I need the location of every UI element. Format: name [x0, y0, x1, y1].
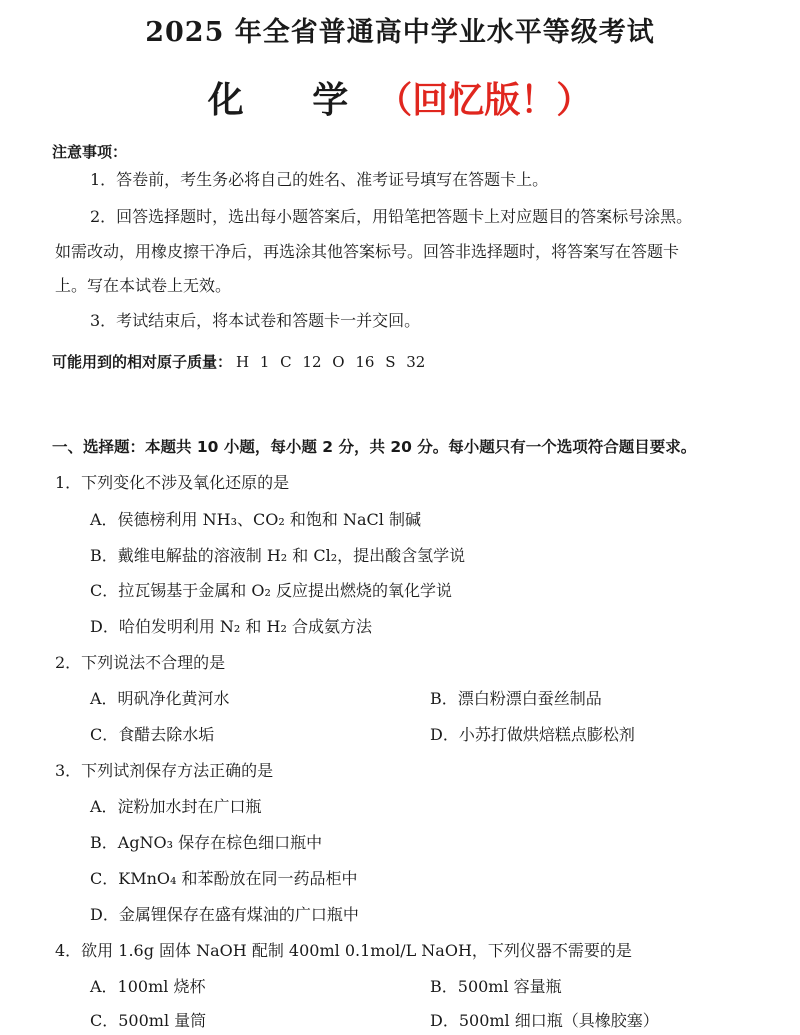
question-4-option-a: A．100ml 烧杯 — [90, 977, 206, 996]
question-3-stem: 3．下列试剂保存方法正确的是 — [55, 761, 274, 780]
question-2-option-a: A．明矾净化黄河水 — [90, 689, 230, 708]
question-2-stem: 2．下列说法不合理的是 — [55, 653, 226, 672]
question-1-stem: 1．下列变化不涉及氧化还原的是 — [55, 473, 290, 492]
question-1-option-c: C．拉瓦锡基于金属和 O₂ 反应提出燃烧的氧化学说 — [90, 581, 452, 600]
question-3-option-d: D．金属锂保存在盛有煤油的广口瓶中 — [90, 905, 359, 924]
question-3-option-a: A．淀粉加水封在广口瓶 — [90, 797, 262, 816]
question-1-option-b: B．戴维电解盐的溶液制 H₂ 和 Cl₂，提出酸含氢学说 — [90, 546, 466, 565]
notice-item-2-cont: 如需改动，用橡皮擦干净后，再选涂其他答案标号。回答非选择题时，将答案写在答题卡 — [55, 242, 680, 261]
question-2-option-c: C．食醋去除水垢 — [90, 725, 215, 744]
question-1-option-a: A．侯德榜利用 NH₃、CO₂ 和饱和 NaCl 制碱 — [90, 510, 421, 529]
subject-heading — [0, 72, 800, 123]
question-4-option-b: B．500ml 容量瓶 — [430, 977, 562, 996]
notice-item-1: 1．答卷前，考生务必将自己的姓名、准考证号填写在答题卡上。 — [90, 170, 549, 189]
question-3-option-b: B．AgNO₃ 保存在棕色细口瓶中 — [90, 833, 323, 852]
atomic-mass-values: H 1 C 12 O 16 S 32 — [236, 353, 426, 371]
atomic-mass-label: 可能用到的相对原子质量： — [52, 353, 233, 371]
notice-item-2-end: 上。写在本试卷上无效。 — [55, 276, 232, 295]
exam-title: 2025 年全省普通高中学业水平等级考试 — [145, 17, 655, 48]
question-4-option-d: D．500ml 细口瓶（具橡胶塞） — [430, 1011, 659, 1030]
question-2-option-d: D．小苏打做烘焙糕点膨松剂 — [430, 725, 635, 744]
notice-item-3: 3．考试结束后，将本试卷和答题卡一并交回。 — [90, 311, 421, 330]
question-2-option-b: B．漂白粉漂白蚕丝制品 — [430, 689, 602, 708]
question-4-stem: 4．欲用 1.6g 固体 NaOH 配制 400ml 0.1mol/L NaOH，下列仪器不需要的是 — [55, 941, 632, 960]
edition-label: （回忆版！） — [376, 79, 593, 121]
subject-name: 化 学 — [207, 79, 377, 121]
question-4-option-c: C．500ml 量筒 — [90, 1011, 207, 1030]
notice-item-2: 2．回答选择题时，选出每小题答案后，用铅笔把答题卡上对应题目的答案标号涂黑。 — [90, 207, 693, 226]
atomic-mass-line — [52, 351, 425, 372]
notice-title: 注意事项： — [52, 143, 128, 161]
question-3-option-c: C．KMnO₄ 和苯酚放在同一药品柜中 — [90, 869, 358, 888]
section-header: 一、选择题：本题共 10 小题，每小题 2 分，共 20 分。每小题只有一个选项符合题目要求。 — [52, 438, 697, 456]
question-1-option-d: D．哈伯发明利用 N₂ 和 H₂ 合成氨方法 — [90, 617, 372, 636]
